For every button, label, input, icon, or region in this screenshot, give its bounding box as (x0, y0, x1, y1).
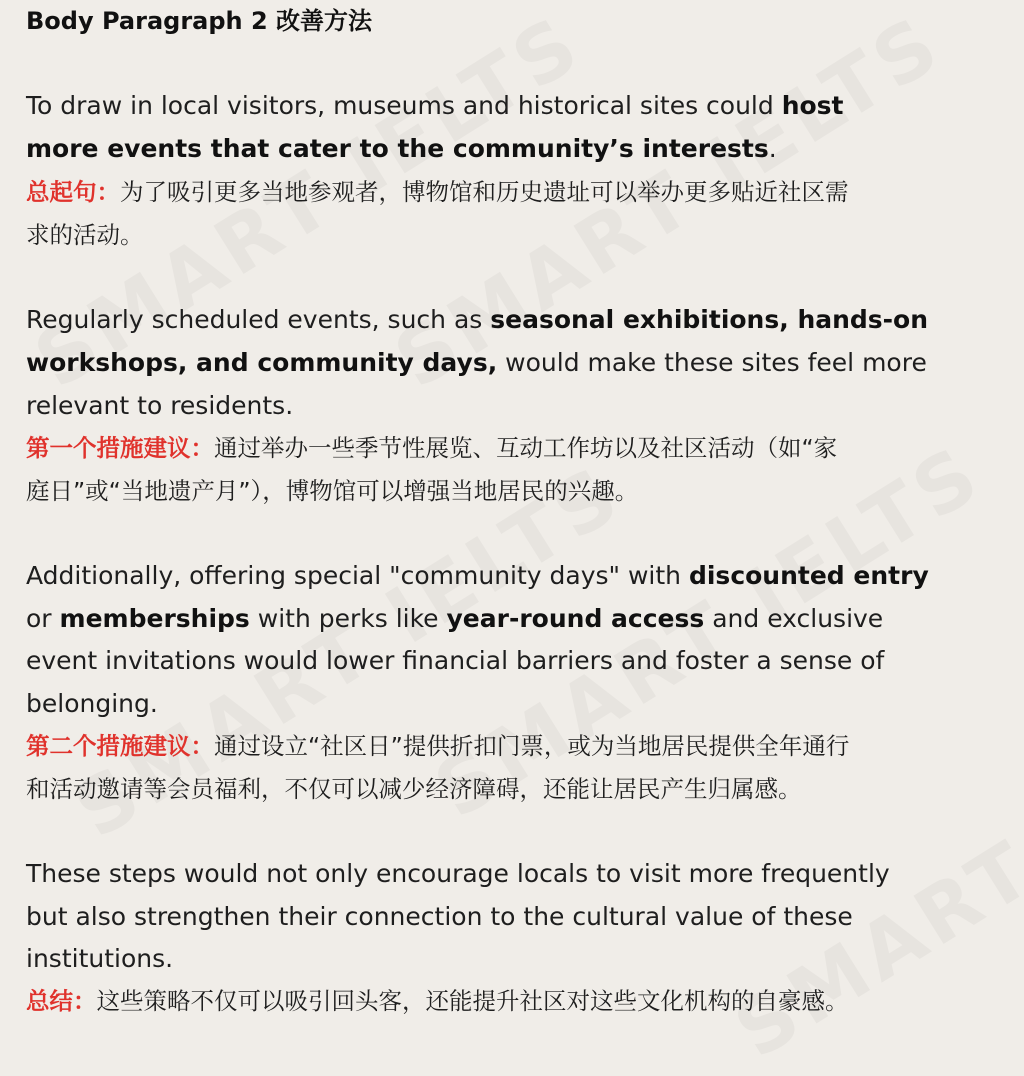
paragraph-2-line-1: Regularly scheduled events, such as seasonal exhibitions, hands-on (26, 305, 929, 334)
paragraph-4-line-2: but also strengthen their connection to the cultural value of these (26, 902, 853, 931)
paragraph-2-cn-line-2: 庭日”或“当地遗产月”），博物馆可以增强当地居民的兴趣。 (26, 477, 639, 505)
paragraph-3-line-3: event invitations would lower financial barriers and foster a sense of (26, 646, 885, 675)
paragraph-2-line-2: workshops, and community days, would make these sites feel more (26, 348, 927, 377)
cn-label: 总起句： (26, 178, 120, 206)
paragraph-1-cn-line-2: 求的活动。 (26, 221, 144, 249)
cn-label: 第一个措施建议： (26, 434, 214, 462)
paragraph-1-line-2: more events that cater to the community’s interests. (26, 134, 777, 163)
paragraph-4-cn-line-1: 总结：这些策略不仅可以吸引回头客，还能提升社区对这些文化机构的自豪感。 (26, 987, 849, 1015)
paragraph-1-cn-line-1: 总起句：为了吸引更多当地参观者，博物馆和历史遗址可以举办更多贴近社区需 (26, 178, 849, 206)
paragraph-3-cn-line-2: 和活动邀请等会员福利，不仅可以减少经济障碍，还能让居民产生归属感。 (26, 775, 802, 803)
paragraph-3-line-1: Additionally, offering special "community days" with discounted entry (26, 561, 929, 590)
paragraph-3-line-2: or memberships with perks like year-round access and exclusive (26, 604, 884, 633)
paragraph-2-line-3: relevant to residents. (26, 391, 294, 420)
paragraph-4-line-1: These steps would not only encourage locals to visit more frequently (26, 859, 890, 888)
paragraph-3-line-4: belonging. (26, 689, 158, 718)
paragraph-4-line-3: institutions. (26, 944, 174, 973)
paragraph-1-line-1: To draw in local visitors, museums and historical sites could host (26, 91, 844, 120)
cn-label: 总结： (26, 987, 97, 1015)
paragraph-3-cn-line-1: 第二个措施建议：通过设立“社区日”提供折扣门票，或为当地居民提供全年通行 (26, 732, 850, 760)
paragraph-2-cn-line-1: 第一个措施建议：通过举办一些季节性展览、互动工作坊以及社区活动（如“家 (26, 434, 838, 462)
section-heading: Body Paragraph 2 改善方法 (26, 7, 373, 35)
cn-label: 第二个措施建议： (26, 732, 214, 760)
